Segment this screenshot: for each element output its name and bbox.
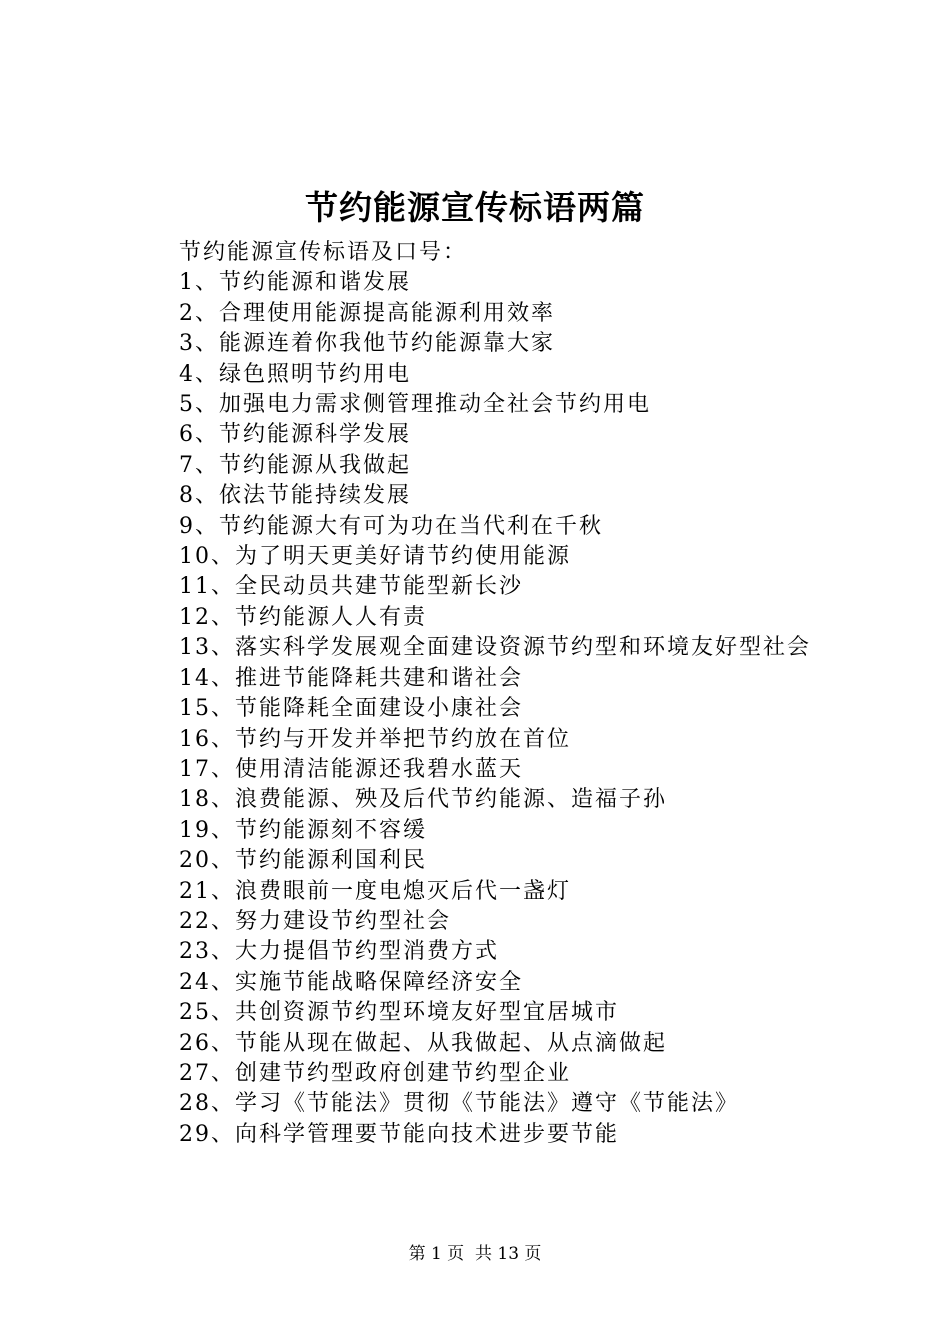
slogan-item: 23、大力提倡节约型消费方式 <box>179 939 499 965</box>
page-number-label: 第 1 页 共 13 页 <box>408 1244 542 1264</box>
slogan-item: 28、学习《节能法》贯彻《节能法》遵守《节能法》 <box>179 1091 739 1117</box>
slogan-item: 25、共创资源节约型环境友好型宜居城市 <box>179 1000 619 1026</box>
intro-line: 节约能源宣传标语及口号： <box>179 240 468 265</box>
slogan-item: 26、节能从现在做起、从我做起、从点滴做起 <box>179 1030 667 1056</box>
slogan-item: 13、落实科学发展观全面建设资源节约型和环境友好型社会 <box>179 635 811 661</box>
slogan-item: 10、为了明天更美好请节约使用能源 <box>179 544 571 570</box>
slogan-item: 3、能源连着你我他节约能源靠大家 <box>179 331 555 357</box>
slogan-item: 20、节约能源利国利民 <box>179 848 427 874</box>
slogan-item: 29、向科学管理要节能向技术进步要节能 <box>179 1121 619 1147</box>
slogan-item: 11、全民动员共建节能型新长沙 <box>179 574 523 600</box>
slogan-item: 9、节约能源大有可为功在当代利在千秋 <box>179 513 603 539</box>
slogan-item: 17、使用清洁能源还我碧水蓝天 <box>179 756 523 782</box>
slogan-item: 5、加强电力需求侧管理推动全社会节约用电 <box>179 392 651 418</box>
slogan-item: 19、节约能源刻不容缓 <box>179 817 427 843</box>
slogan-item: 16、节约与开发并举把节约放在首位 <box>179 726 571 752</box>
slogan-item: 15、节能降耗全面建设小康社会 <box>179 696 523 722</box>
slogan-item: 24、实施节能战略保障经济安全 <box>179 969 523 995</box>
slogan-item: 1、节约能源和谐发展 <box>179 270 411 296</box>
slogan-item: 12、节约能源人人有责 <box>179 604 427 630</box>
slogan-item: 6、节约能源科学发展 <box>179 422 411 448</box>
slogan-list <box>131 238 836 1150</box>
slogan-item: 8、依法节能持续发展 <box>179 483 411 509</box>
slogan-item: 7、节约能源从我做起 <box>179 452 411 478</box>
slogan-item: 14、推进节能降耗共建和谐社会 <box>179 665 523 691</box>
slogan-item: 22、努力建设节约型社会 <box>179 908 451 934</box>
slogan-item: 4、绿色照明节约用电 <box>179 361 411 387</box>
document-title: 节约能源宣传标语两篇 <box>305 188 645 227</box>
slogan-item: 21、浪费眼前一度电熄灭后代一盏灯 <box>179 878 571 904</box>
page-footer <box>0 1242 950 1266</box>
slogan-item: 27、创建节约型政府创建节约型企业 <box>179 1060 571 1086</box>
slogan-item: 18、浪费能源、殃及后代节约能源、造福子孙 <box>179 787 667 813</box>
slogan-item: 2、合理使用能源提高能源利用效率 <box>179 300 555 326</box>
